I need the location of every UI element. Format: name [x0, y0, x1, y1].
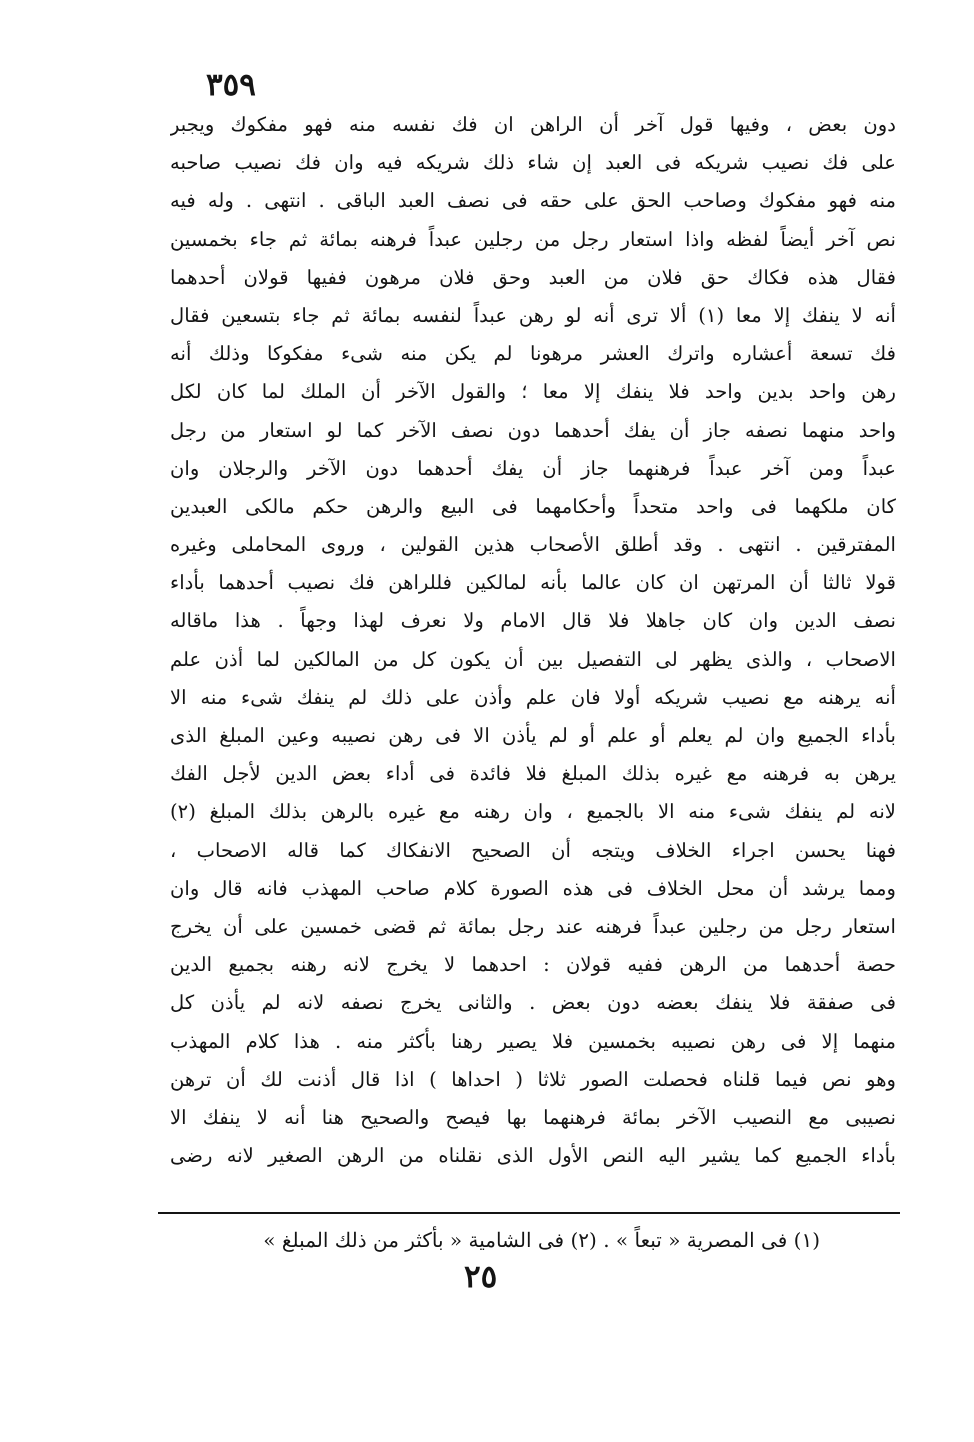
- text-line: عبداً ومن آخر عبداً فرهنهما جاز أن يفك أحدهما دون الآخر والرجلان وان: [170, 456, 896, 480]
- text-line: فقال هذه فكاك حق فلان من العبد وحق فلان مرهون ففيها قولان أحدهما: [170, 265, 896, 289]
- text-line: منهما إلا فى رهن نصيبه بخمسين فلا يصير رهنا بأكثر منه . هذا كلام المهذب: [170, 1029, 896, 1053]
- footnote-divider: [158, 1212, 900, 1214]
- text-line: حصة أحدهما من الرهن ففيه قولان : احدهما لا يخرج لانه رهنه بجميع الدين: [170, 953, 896, 977]
- text-line: نصف الدين وان كان جاهلا فلا قال الامام ولا نعرف لهذا وجهاً . هذا ماقاله: [170, 609, 896, 633]
- text-line: أنه لا ينفك إلا معا (١) ألا ترى أنه لو رهن عبداً لنفسه بمائة ثم جاء بتسعين فقال: [170, 303, 896, 327]
- text-line: استعار رجل من رجلين عبداً فرهنه عند رجل بمائة ثم قضى خمسين على أن يخرج: [170, 914, 896, 938]
- body-text: [170, 106, 896, 1175]
- text-line: ومما يرشد أن محل الخلاف فى هذه الصورة كلام صاحب المهذب فانه قال وان: [170, 876, 896, 900]
- text-line: لانه لم ينفك شىء منه الا بالجميع ، وان رهنه مع غيره بالرهن بذلك المبلغ (٢): [170, 800, 896, 824]
- text-line: يرهن به فرهنه مع غيره بذلك المبلغ فلا فائدة فى أداء بعض الدين لأجل الفك: [170, 762, 896, 786]
- text-line: دون بعض ، وفيها قول آخر أن الراهن ان فك نفسه منه فهو مفكوك ويجبر: [170, 113, 896, 136]
- signature-mark: ٢٥: [464, 1259, 498, 1295]
- text-line: وهو نص فيما قلناه فحصلت الصور ثلاثا ( احداها ) اذا قال أذنت لك أن ترهن: [170, 1067, 896, 1091]
- text-line: واحد منهما نصفه جاز أن يفك أحدهما دون نصف الآخر كما لو استعار من رجل: [170, 418, 896, 442]
- text-line: نصيبى مع النصيب الآخر بمائة فرهنهما بها فيصح والصحيح هنا أنه لا ينفك الا: [170, 1105, 896, 1129]
- text-line: نص آخر أيضاً لفظه واذا استعار رجل من رجلين عبداً فرهنه بمائة ثم جاء بخمسين: [170, 227, 896, 251]
- text-line: فك تسعة أعشاره واترك العشر مرهونا لم يكن منه شىء مفكوكا وذلك أنه: [170, 342, 896, 366]
- text-line: أنه يرهنه مع نصيب شريكه أولا فان علم وأذن على ذلك لم ينفك شىء منه الا: [170, 685, 896, 709]
- text-line: منه فهو مفكوك وصاحب الحق على حقه فى نصف العبد الباقى . انتهى . وله فيه: [170, 189, 896, 213]
- footnote: (١) فى المصرية « تبعاً » . (٢) فى الشامية « بأكثر من ذلك المبلغ »: [263, 1228, 820, 1252]
- text-line: بأداء الجميع وان لم يعلم أو علم أو لم يأذن الا فى رهن نصيبه وعين المبلغ الذى: [170, 724, 896, 747]
- text-line: بأداء الجميع كما يشير اليه النص الأول الذى نقلناه من الرهن الصغير لانه رضى: [170, 1144, 896, 1168]
- text-line: على فك نصيب شريكه فى العبد إن شاء ذلك شريكه فيه وان فك نصيب صاحبه: [170, 151, 896, 175]
- page-number: ٣٥٩: [206, 67, 256, 103]
- text-line: فهنا يحسن اجراء الخلاف ويتجه أن الصحيح الانفكاك كما قاله الاصحاب ،: [170, 838, 896, 862]
- text-line: كان ملكهما فى واحد متحداً وأحكامهما فى البيع والرهن حكم مالكى العبدين: [170, 494, 896, 518]
- text-line: فى صفقة فلا ينفك بعضه دون بعض . والثانى يخرج نصفه لانه لم يأذن كل: [170, 991, 896, 1015]
- text-line: المفترقين . انتهى . وقد أطلق الأصحاب هذين القولين ، وروى المحاملى وغيره: [170, 533, 896, 557]
- text-line: الاصحاب ، والذى يظهر لى التفصيل بين أن يكون كل من المالكين لما أذن علم: [170, 647, 896, 671]
- text-line: قولا ثالثا أن المرتهن ان كان عالما بأنه لمالكين فللراهن فك نصيب أحدهما بأداء: [170, 571, 896, 595]
- text-line: رهن واحد بدين واحد فلا ينفك إلا معا ؛ والقول الآخر أن الملك لما كان لكل: [170, 380, 896, 404]
